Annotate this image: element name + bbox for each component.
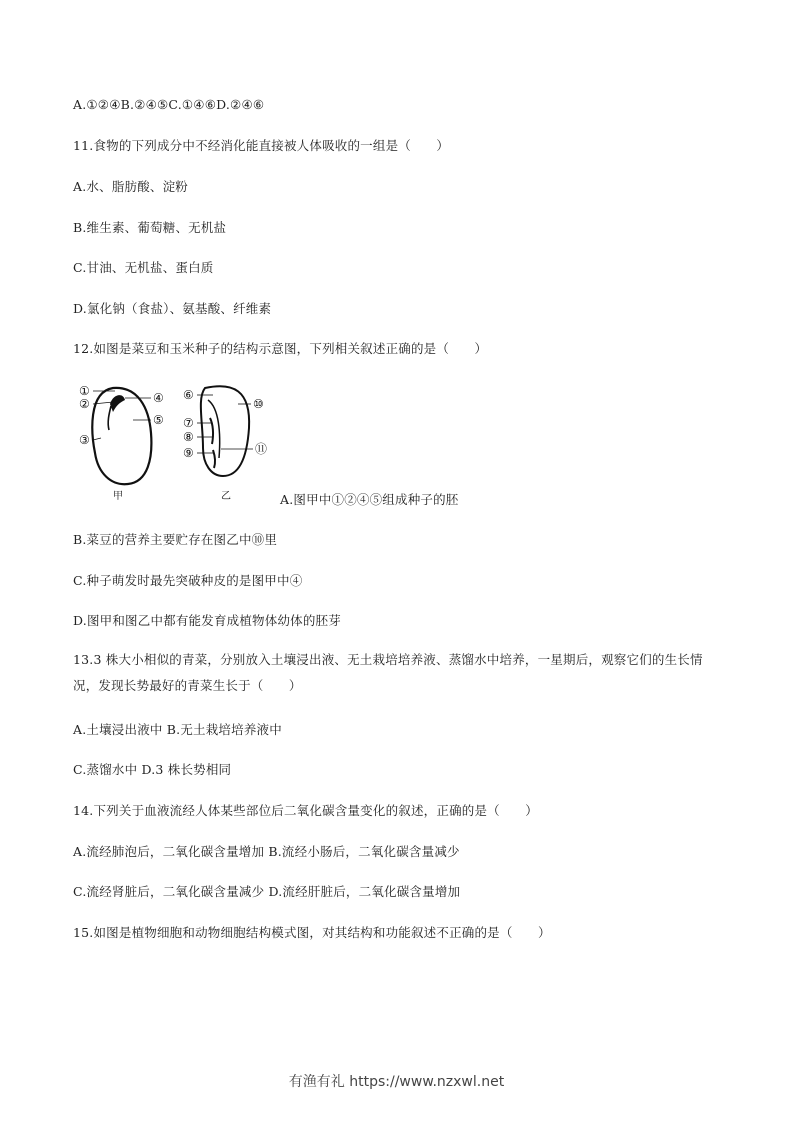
- q12-option-d: D.图甲和图乙中都有能发育成植物体幼体的胚芽: [73, 613, 341, 628]
- fig-label-2: ②: [79, 397, 90, 411]
- fig-caption-right: 乙: [221, 491, 231, 502]
- corn-embryo-shape: [210, 418, 215, 468]
- q12-option-c: C.种子萌发时最先突破种皮的是图甲中④: [73, 573, 303, 588]
- q15-stem: 15.如图是植物细胞和动物细胞结构模式图，对其结构和功能叙述不正确的是（ ）: [73, 925, 551, 940]
- q11-option-b: B.维生素、葡萄糖、无机盐: [73, 220, 227, 235]
- bean-plumule-shape: [110, 395, 125, 412]
- fig-label-1: ①: [79, 384, 90, 398]
- q14-options-ab: A.流经肺泡后，二氧化碳含量增加 B.流经小肠后，二氧化碳含量减少: [73, 844, 460, 859]
- bean-radicle-shape: [108, 406, 111, 430]
- fig-caption-left: 甲: [113, 491, 123, 502]
- q14-stem: 14.下列关于血液流经人体某些部位后二氧化碳含量变化的叙述，正确的是（ ）: [73, 803, 538, 818]
- q13-options-cd: C.蒸馏水中 D.3 株长势相同: [73, 762, 232, 777]
- q11-option-a: A.水、脂肪酸、淀粉: [73, 179, 189, 194]
- q11-option-d: D.氯化钠（食盐）、氨基酸、纤维素: [73, 301, 272, 316]
- q12-option-a: A.图甲中①②④⑤组成种子的胚: [280, 492, 459, 507]
- corn-seed-outline: [201, 386, 249, 476]
- q12-stem: 12.如图是菜豆和玉米种子的结构示意图，下列相关叙述正确的是（ ）: [73, 341, 488, 356]
- fig-label-8: ⑧: [183, 430, 194, 444]
- page-footer: 有渔有礼 https://www.nzxwl.net: [288, 1074, 505, 1090]
- fig-label-6: ⑥: [183, 388, 194, 402]
- fig-label-11: ⑪: [255, 442, 268, 456]
- q10-options: A.①②④B.②④⑤C.①④⑥D.②④⑥: [73, 97, 265, 112]
- fig-label-3: ③: [79, 433, 90, 447]
- fig-label-10: ⑩: [253, 397, 264, 411]
- q13-stem: 13.3 株大小相似的青菜，分别放入土壤浸出液、无土栽培培养液、蒸馏水中培养，一星期后，观察它们的生长情况，发现长势最好的青菜生长于（ ）: [73, 652, 703, 693]
- fig-label-7: ⑦: [183, 416, 194, 430]
- bean-seed-outline: [92, 388, 151, 484]
- fig-label-4: ④: [153, 391, 164, 405]
- q12-option-b: B.菜豆的营养主要贮存在图乙中⑩里: [73, 532, 278, 547]
- fig-label-9: ⑨: [183, 446, 194, 460]
- q13-options-ab: A.土壤浸出液中 B.无土栽培培养液中: [73, 722, 282, 737]
- fig-label-5: ⑤: [153, 413, 164, 427]
- q11-stem: 11.食物的下列成分中不经消化能直接被人体吸收的一组是（ ）: [73, 138, 450, 153]
- q11-option-c: C.甘油、无机盐、蛋白质: [73, 260, 214, 275]
- seed-structure-figure: [73, 378, 278, 503]
- seed-diagram: [73, 378, 278, 503]
- q14-options-cd: C.流经肾脏后，二氧化碳含量减少 D.流经肝脏后，二氧化碳含量增加: [73, 884, 461, 899]
